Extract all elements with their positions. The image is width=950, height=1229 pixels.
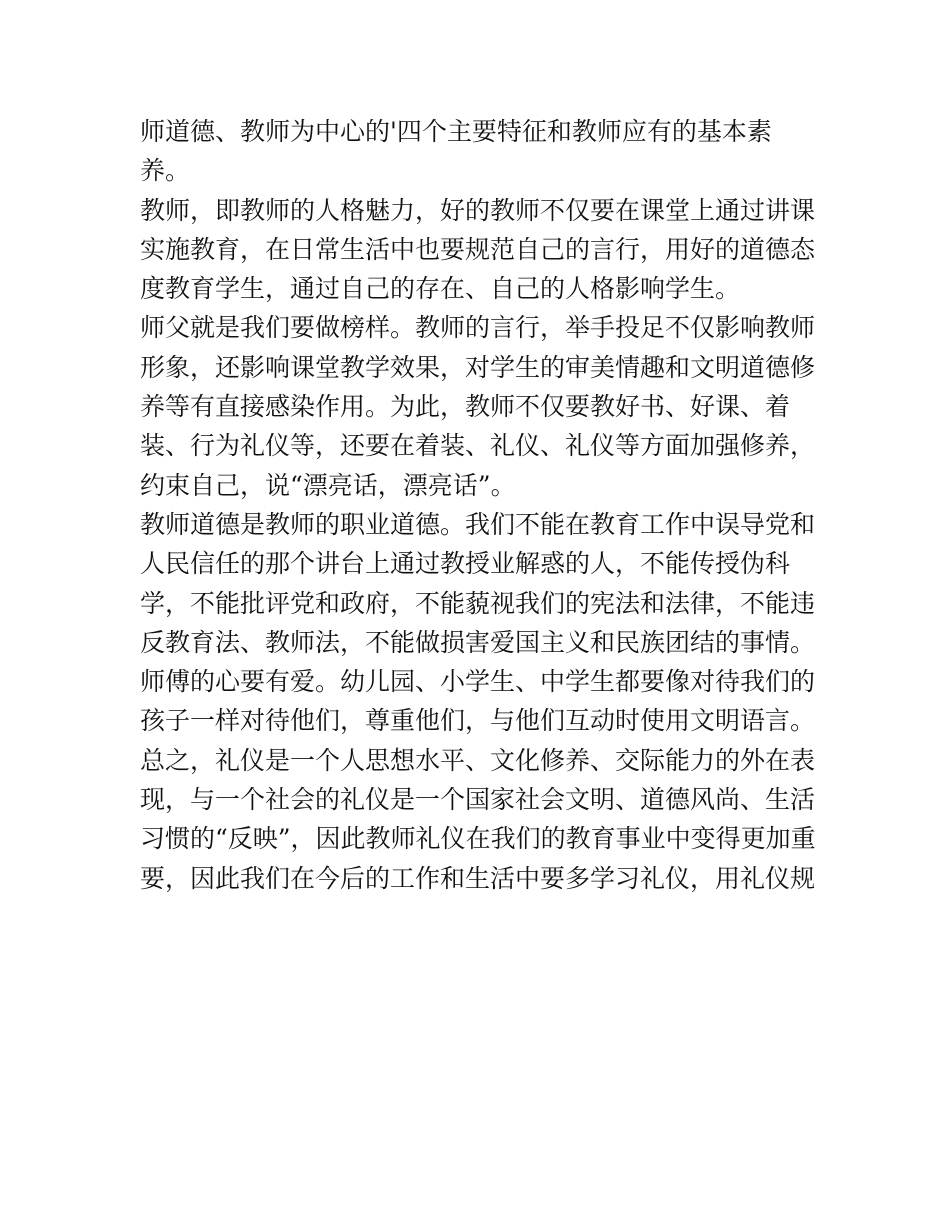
text-line: 人民信任的那个讲台上通过教授业解惑的人，不能传授伪科	[140, 549, 791, 579]
text-line: 师傅的心要有爱。幼儿园、小学生、中学生都要像对待我们的	[140, 667, 816, 697]
text-line: 约束自己，说“漂亮话，漂亮话”。	[140, 470, 516, 500]
text-line: 装、行为礼仪等，还要在着装、礼仪、礼仪等方面加强修养，	[140, 431, 816, 461]
text-line: 要，因此我们在今后的工作和生活中要多学习礼仪，用礼仪规	[140, 863, 816, 893]
text-line: 师道德、教师为中心的'四个主要特征和教师应有的基本素	[140, 117, 772, 146]
text-line: 实施教育，在日常生活中也要规范自己的言行，用好的道德态	[140, 234, 816, 264]
text-line: 孩子一样对待他们，尊重他们，与他们互动时使用文明语言。	[140, 706, 816, 736]
text-line: 习惯的“反映”，因此教师礼仪在我们的教育事业中变得更加重	[140, 824, 816, 854]
document-body	[140, 112, 820, 898]
text-line: 形象，还影响课堂教学效果，对学生的审美情趣和文明道德修	[140, 352, 816, 382]
text-line: 师父就是我们要做榜样。教师的言行，举手投足不仅影响教师	[140, 313, 816, 343]
text-line: 养等有直接感染作用。为此，教师不仅要教好书、好课、着	[140, 392, 791, 422]
text-line: 度教育学生，通过自己的存在、自己的人格影响学生。	[140, 274, 741, 304]
text-line: 反教育法、教师法，不能做损害爱国主义和民族团结的事情。	[140, 627, 816, 657]
text-line: 总之，礼仪是一个人思想水平、文化修养、交际能力的外在表	[140, 745, 816, 775]
text-line: 教师道德是教师的职业道德。我们不能在教育工作中误导党和	[140, 509, 816, 539]
text-line: 现，与一个社会的礼仪是一个国家社会文明、道德风尚、生活	[140, 785, 816, 815]
text-line: 养。	[140, 156, 191, 186]
text-line: 学，不能批评党和政府，不能藐视我们的宪法和法律，不能违	[140, 588, 816, 618]
text-line: 教师，即教师的人格魅力，好的教师不仅要在课堂上通过讲课	[140, 195, 816, 225]
